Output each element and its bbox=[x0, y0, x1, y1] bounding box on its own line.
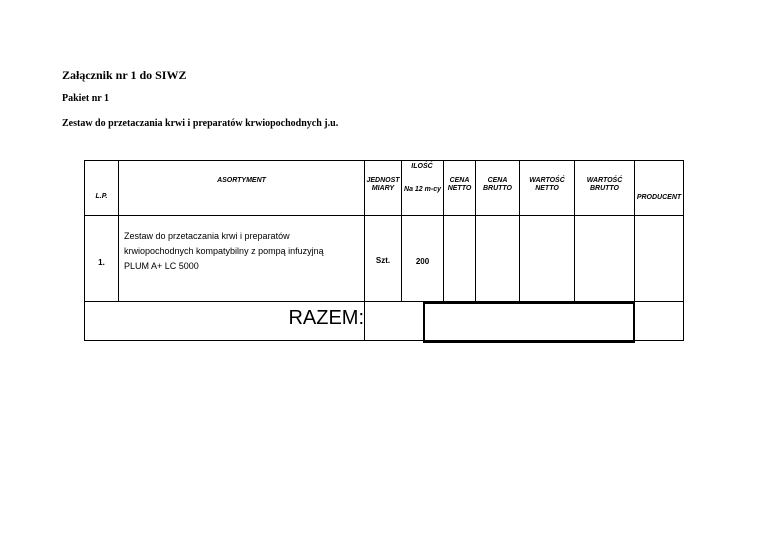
header-producent: PRODUCENT bbox=[636, 194, 682, 201]
header-cena-netto-2: NETTO bbox=[447, 185, 472, 192]
header-wartosc-brutto-1: WARTOŚĆ bbox=[586, 177, 623, 184]
row-description bbox=[124, 229, 358, 274]
header-wartosc-brutto-2: BRUTTO bbox=[589, 185, 620, 192]
row-description-line: Zestaw do przetaczania krwi i preparatów bbox=[124, 231, 290, 241]
row-lp: 1. bbox=[98, 258, 105, 267]
subject-line: Zestaw do przetaczania krwi i preparatów krwiopochodnych j.u. bbox=[62, 118, 339, 129]
document-title: Załącznik nr 1 do SIWZ bbox=[62, 68, 187, 82]
header-wartosc-netto-1: WARTOŚĆ bbox=[529, 177, 565, 184]
header-ilosc: ILOŚĆ bbox=[411, 163, 433, 170]
row-jednostka: Szt. bbox=[375, 256, 391, 265]
row-description-line: krwiopochodnych kompatybilny z pompą infuzyjną bbox=[124, 246, 324, 256]
row-ilosc: 200 bbox=[415, 257, 430, 266]
total-label: RAZEM: bbox=[288, 307, 364, 329]
header-cena-brutto-1: CENA bbox=[487, 177, 508, 184]
package-label: Pakiet nr 1 bbox=[62, 93, 110, 104]
total-value-box bbox=[423, 302, 635, 343]
header-asortyment: ASORTYMENT bbox=[217, 177, 266, 184]
header-lp: L.P. bbox=[95, 193, 108, 200]
header-ilosc-sub: Na 12 m-cy bbox=[404, 186, 441, 193]
header-cena-netto-1: CENA bbox=[449, 177, 470, 184]
header-wartosc-netto-2: NETTO bbox=[535, 185, 559, 192]
row-description-line: PLUM A+ LC 5000 bbox=[124, 261, 199, 271]
header-jednostka-2: MIARY bbox=[371, 185, 395, 192]
header-cena-brutto-2: BRUTTO bbox=[482, 185, 513, 192]
header-jednostka-1: JEDNOST bbox=[366, 177, 400, 184]
